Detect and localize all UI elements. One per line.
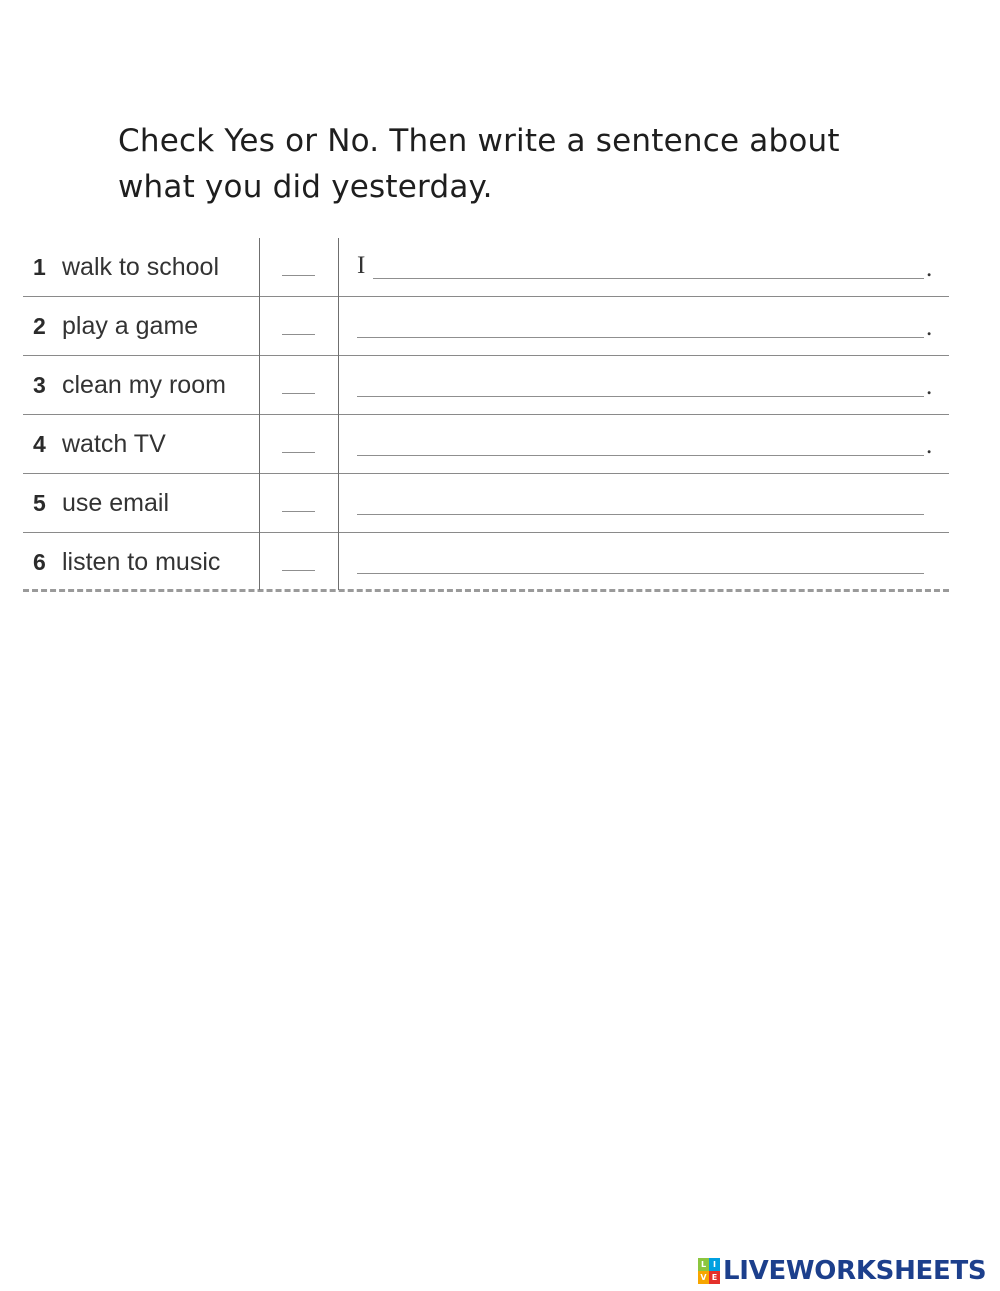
sentence-answer-line[interactable] [357,396,924,397]
item-number: 2 [33,313,46,339]
instructions-line-2: what you did yesterday. [118,169,493,205]
logo-brand-text: LIVEWORKSHEETS [723,1256,987,1286]
check-blank[interactable] [282,570,315,571]
item-number: 1 [33,254,46,280]
sentence-answer-line[interactable] [373,278,924,279]
activity-phrase: walk to school [62,253,220,281]
check-blank[interactable] [282,511,315,512]
table-row [23,356,949,415]
activity-phrase: use email [62,489,169,517]
check-blank[interactable] [282,452,315,453]
activity-phrase: play a game [62,312,199,340]
item-number: 5 [33,490,46,516]
sentence-answer-line[interactable] [357,337,924,338]
instructions [118,118,878,210]
column-divider [338,238,339,590]
logo-mark-tile: V [698,1271,709,1284]
logo-mark-tile: I [709,1258,720,1271]
sentence-period: . [926,255,933,282]
column-divider [259,238,260,590]
table-row [23,474,949,533]
activity-phrase: clean my room [62,371,226,399]
sentence-answer-line[interactable] [357,514,924,515]
table-row [23,297,949,356]
table-row [23,415,949,474]
logo-mark-tile: E [709,1271,720,1284]
activity-table [23,238,949,592]
activity-phrase: listen to music [62,548,221,576]
table-row [23,238,949,297]
sentence-answer-line[interactable] [357,455,924,456]
sentence-prefix: I [357,252,366,279]
check-blank[interactable] [282,393,315,394]
instructions-line-1: Check Yes or No. Then write a sentence about [118,123,840,159]
sentence-period: . [926,432,933,459]
item-number: 6 [33,549,46,575]
item-number: 3 [33,372,46,398]
logo-mark-icon [698,1258,720,1284]
sentence-period: . [926,373,933,400]
sentence-period: . [926,314,933,341]
sentence-answer-line[interactable] [357,573,924,574]
table-row [23,533,949,592]
check-blank[interactable] [282,275,315,276]
activity-phrase: watch TV [62,430,166,458]
check-blank[interactable] [282,334,315,335]
item-number: 4 [33,431,46,457]
liveworksheets-logo [698,1255,986,1287]
logo-mark-tile: L [698,1258,709,1271]
